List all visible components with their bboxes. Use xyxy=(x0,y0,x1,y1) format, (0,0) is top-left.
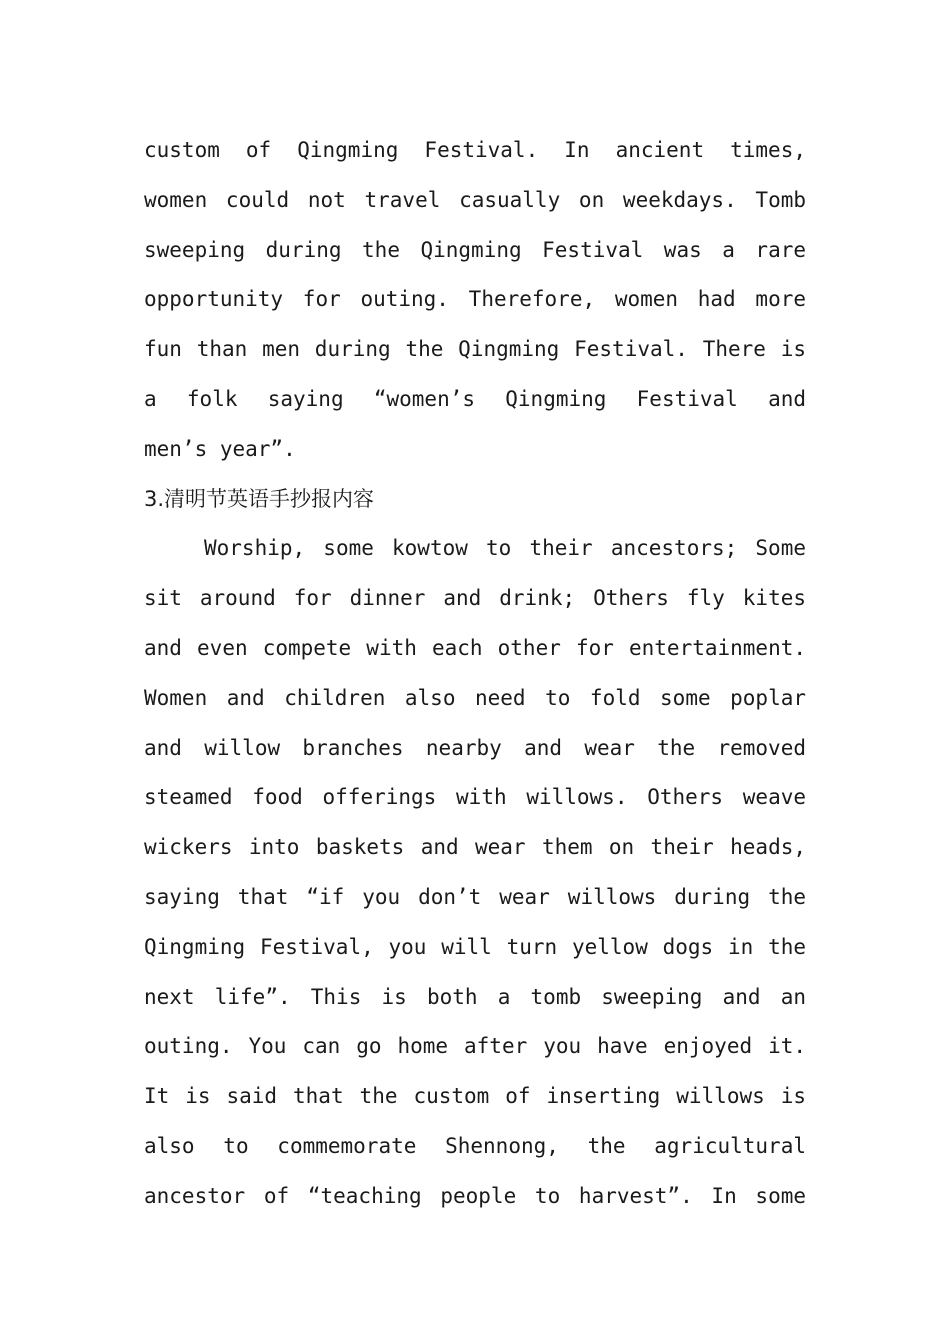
paragraph-2-line: and even compete with each other for entertainment. xyxy=(144,635,806,660)
paragraph-1 xyxy=(144,126,806,475)
paragraph-2-line: It is said that the custom of inserting willows is xyxy=(144,1084,806,1109)
paragraph-1-line: women could not travel casually on weekdays. Tomb xyxy=(144,187,806,212)
paragraph-1-line: men’s year”. xyxy=(144,436,296,461)
paragraph-2-line: Qingming Festival, you will turn yellow dogs in the xyxy=(144,934,806,959)
paragraph-1-line: custom of Qingming Festival. In ancient times, xyxy=(144,138,806,162)
paragraph-2-line: Women and children also need to fold some poplar xyxy=(144,685,806,710)
paragraph-2-line: ancestor of “teaching people to harvest”. In some xyxy=(144,1183,806,1208)
paragraph-2 xyxy=(144,524,806,1221)
paragraph-2-line: also to commemorate Shennong, the agricultural xyxy=(144,1133,806,1158)
paragraph-1-line: opportunity for outing. Therefore, women had more xyxy=(144,287,806,312)
paragraph-1-line: sweeping during the Qingming Festival was a rare xyxy=(144,237,806,262)
paragraph-2-line: saying that “if you don’t wear willows during the xyxy=(144,884,806,909)
document-body xyxy=(144,126,806,1222)
paragraph-2-line: sit around for dinner and drink; Others fly kites xyxy=(144,586,806,611)
paragraph-2-line: outing. You can go home after you have enjoyed it. xyxy=(144,1034,806,1059)
paragraph-2-line: Worship, some kowtow to their ancestors; Some xyxy=(204,536,806,561)
paragraph-2-line: wickers into baskets and wear them on their heads, xyxy=(144,835,806,860)
paragraph-2-line: next life”. This is both a tomb sweeping and an xyxy=(144,984,806,1009)
paragraph-2-line: and willow branches nearby and wear the removed xyxy=(144,735,806,760)
paragraph-1-line: a folk saying “women’s Qingming Festival and xyxy=(144,386,806,411)
section-heading: 3.清明节英语手抄报内容 xyxy=(144,486,375,511)
paragraph-2-line: steamed food offerings with willows. Others weave xyxy=(144,785,806,810)
paragraph-1-line: fun than men during the Qingming Festival. There is xyxy=(144,337,806,362)
